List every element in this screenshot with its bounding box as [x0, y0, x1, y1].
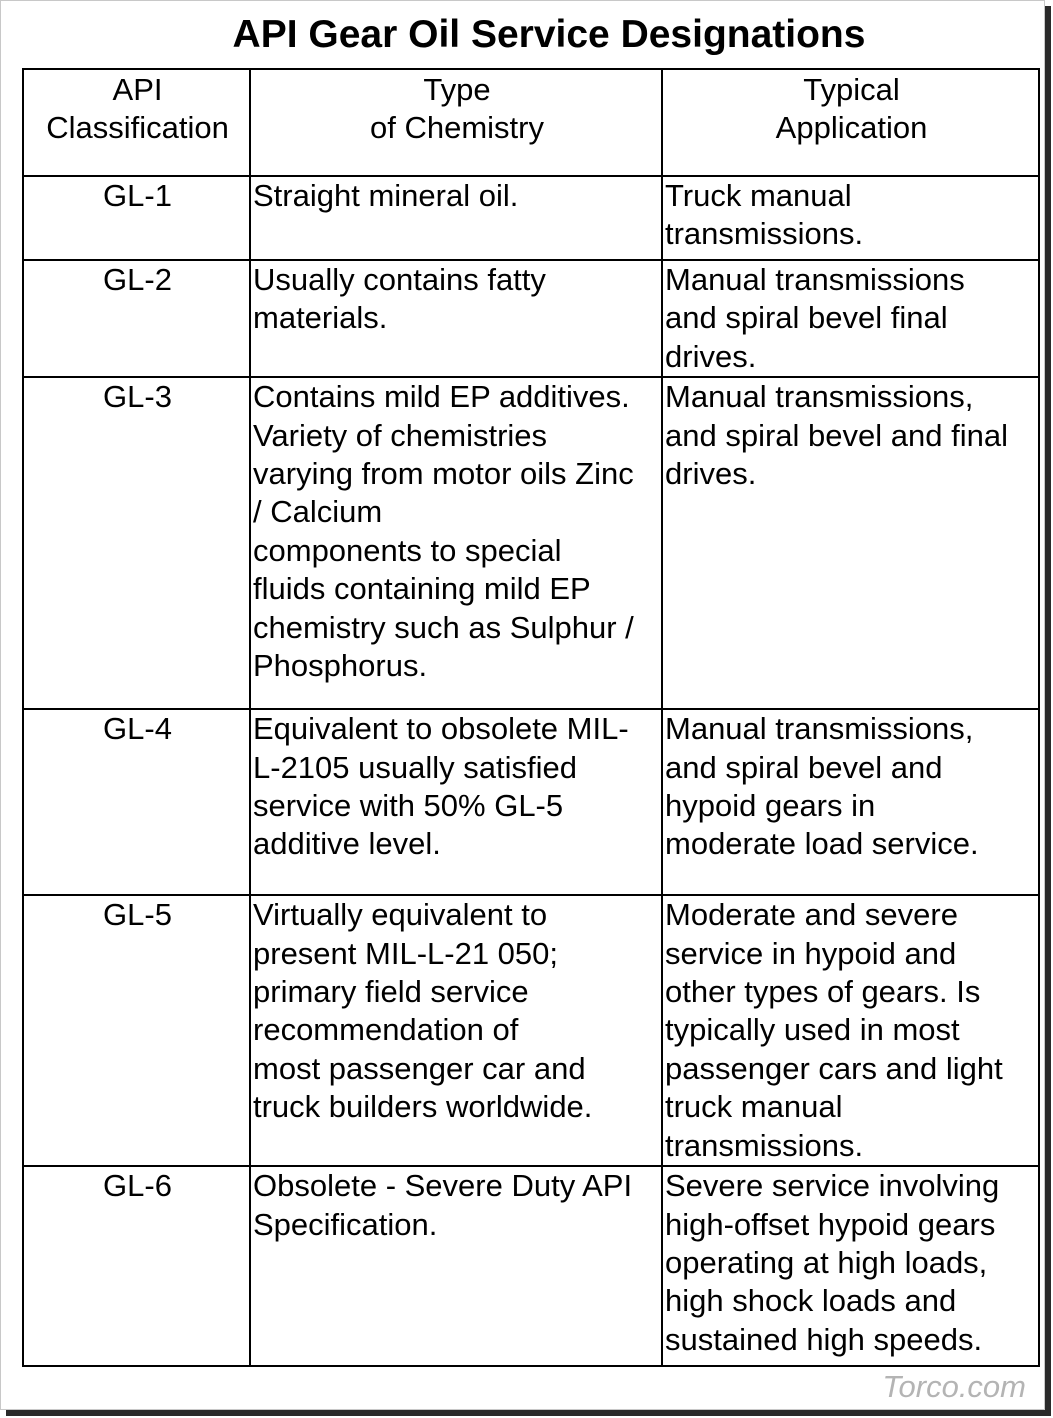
table-row [23, 709, 1039, 895]
page-title: API Gear Oil Service Designations [232, 13, 866, 56]
chemistry-cell: Usually contains fatty materials. [250, 260, 662, 377]
classification-cell: GL-1 [23, 176, 250, 260]
application-cell: Truck manual transmissions. [662, 176, 1039, 260]
table-row [23, 1166, 1039, 1366]
table-row [23, 260, 1039, 377]
chemistry-cell: Obsolete - Severe Duty API Specification. [250, 1166, 662, 1366]
chemistry-cell: Virtually equivalent to present MIL-L-21 050; primary field service recommendation of most passenger car and truck builders worldwide. [250, 895, 662, 1166]
table-row [23, 377, 1039, 709]
header-classification: API Classification [23, 69, 250, 176]
application-cell: Manual transmissions, and spiral bevel and final drives. [662, 377, 1039, 709]
header-row [23, 69, 1039, 176]
designations-table [22, 68, 1040, 1367]
application-cell: Severe service involving high-offset hypoid gears operating at high loads, high shock loads and sustained high speeds. [662, 1166, 1039, 1366]
table-row [23, 176, 1039, 260]
chemistry-cell: Equivalent to obsolete MIL- L-2105 usually satisfied service with 50% GL-5 additive level. [250, 709, 662, 895]
application-cell: Manual transmissions and spiral bevel final drives. [662, 260, 1039, 377]
classification-cell: GL-4 [23, 709, 250, 895]
application-cell: Manual transmissions, and spiral bevel and hypoid gears in moderate load service. [662, 709, 1039, 895]
header-chemistry: Type of Chemistry [250, 69, 662, 176]
header-application: Typical Application [662, 69, 1039, 176]
classification-cell: GL-3 [23, 377, 250, 709]
classification-cell: GL-5 [23, 895, 250, 1166]
chemistry-cell: Contains mild EP additives. Variety of chemistries varying from motor oils Zinc / Calcium components to special fluids containing mild EP chemistry such as Sulphur / Phosphorus. [250, 377, 662, 709]
classification-cell: GL-6 [23, 1166, 250, 1366]
classification-cell: GL-2 [23, 260, 250, 377]
chemistry-cell: Straight mineral oil. [250, 176, 662, 260]
source-credit: Torco.com [882, 1369, 1026, 1404]
table-row [23, 895, 1039, 1166]
application-cell: Moderate and severe service in hypoid and other types of gears. Is typically used in most passenger cars and light truck manual transmissions. [662, 895, 1039, 1166]
